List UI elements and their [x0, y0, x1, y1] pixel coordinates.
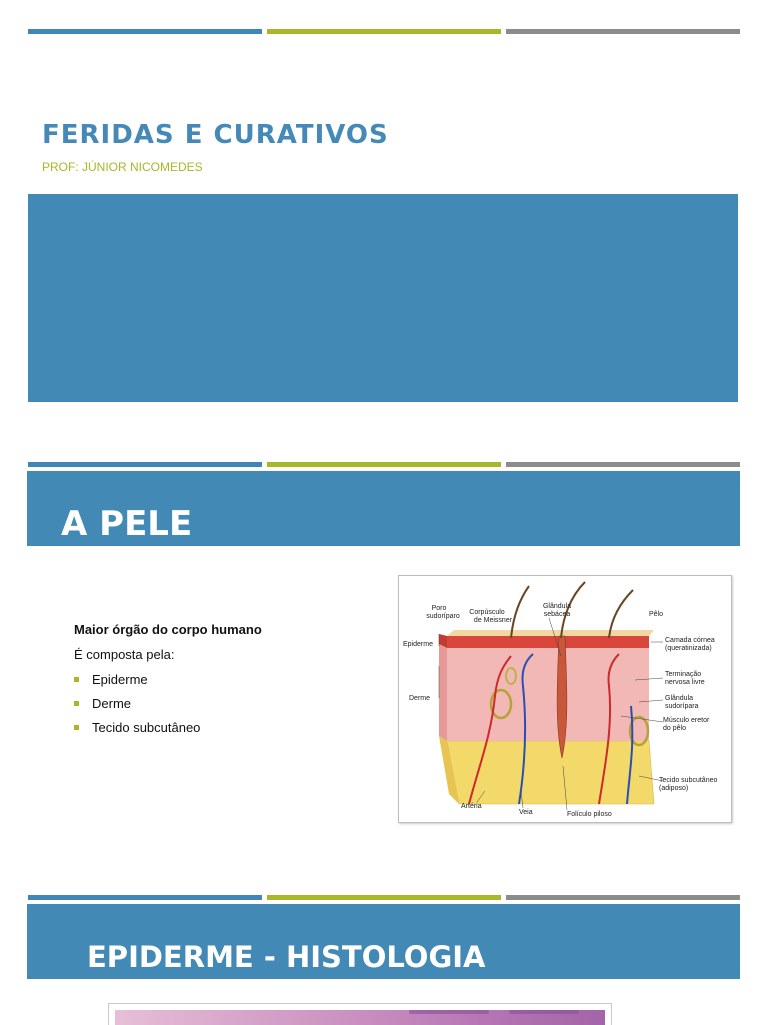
list-item-label: Epiderme	[92, 672, 148, 687]
body-lead: É composta pela:	[74, 647, 175, 662]
slide-banner	[27, 904, 740, 979]
label-glandula-sebacea: Glândula	[542, 603, 572, 610]
bullet-icon	[74, 677, 79, 682]
label-do-pelo: do pêlo	[663, 725, 686, 732]
accent-stripe-blue	[28, 462, 262, 467]
list-item	[74, 696, 334, 711]
label-terminacao: Terminação	[665, 671, 702, 678]
accent-stripe-gray	[506, 462, 740, 467]
accent-stripe-gray	[506, 29, 740, 34]
list-item	[74, 672, 334, 687]
label-derme: Derme	[409, 695, 431, 702]
slide-subtitle: PROF: JÚNIOR NICOMEDES	[42, 160, 203, 174]
accent-stripe-blue	[28, 29, 262, 34]
accent-stripe-green	[267, 462, 501, 467]
bullet-icon	[74, 701, 79, 706]
label-queratinizada: (queratinizada)	[665, 645, 712, 652]
label-veia: Veia	[519, 809, 533, 816]
slide-title: EPIDERME - HISTOLOGIA	[87, 940, 486, 974]
label-camada-cornea: Camada córnea	[665, 637, 715, 644]
list-item-label: Derme	[92, 696, 132, 711]
histology-streak	[409, 1010, 489, 1014]
label-adiposo: (adiposo)	[659, 785, 689, 792]
list-item-label: Tecido subcutâneo	[92, 720, 201, 735]
label-nervosa-livre: nervosa livre	[665, 679, 705, 686]
label-tecido-subcutaneo: Tecido subcutâneo	[659, 777, 718, 784]
label-epiderme: Epiderme	[403, 641, 433, 648]
label-poro: Poro	[431, 605, 447, 612]
label-sebacea: sebácea	[543, 611, 571, 618]
accent-stripe-gray	[506, 895, 740, 900]
skin-diagram	[398, 575, 732, 823]
slide-banner	[27, 471, 740, 546]
histology-image	[108, 1003, 612, 1025]
label-sudoriparo: sudoríparo	[426, 613, 460, 620]
bullet-list	[74, 672, 334, 735]
label-corpusculo: Corpúsculo	[469, 609, 505, 616]
label-glandula-sudoripara: Glândula	[665, 695, 694, 702]
body-heading: Maior órgão do corpo humano	[74, 622, 262, 637]
skin-diagram-illustration	[399, 576, 731, 822]
accent-stripe-green	[267, 895, 501, 900]
bullet-icon	[74, 725, 79, 730]
accent-stripe-green	[267, 29, 501, 34]
list-item	[74, 720, 334, 735]
accent-stripe-blue	[28, 895, 262, 900]
histology-streak	[509, 1010, 579, 1014]
label-meissner: de Meissner	[473, 617, 513, 624]
label-musculo-eretor: Músculo eretor	[663, 717, 710, 724]
label-sudoripara: sudorípara	[665, 703, 699, 710]
label-arteria: Artéria	[461, 803, 482, 810]
slide-title: A PELE	[61, 504, 193, 544]
slide-body	[74, 622, 334, 744]
title-block	[28, 194, 738, 402]
slide-title: FERIDAS E CURATIVOS	[42, 120, 389, 150]
label-pelo: Pêlo	[649, 611, 664, 618]
label-foliculo-piloso: Folículo piloso	[567, 811, 612, 818]
